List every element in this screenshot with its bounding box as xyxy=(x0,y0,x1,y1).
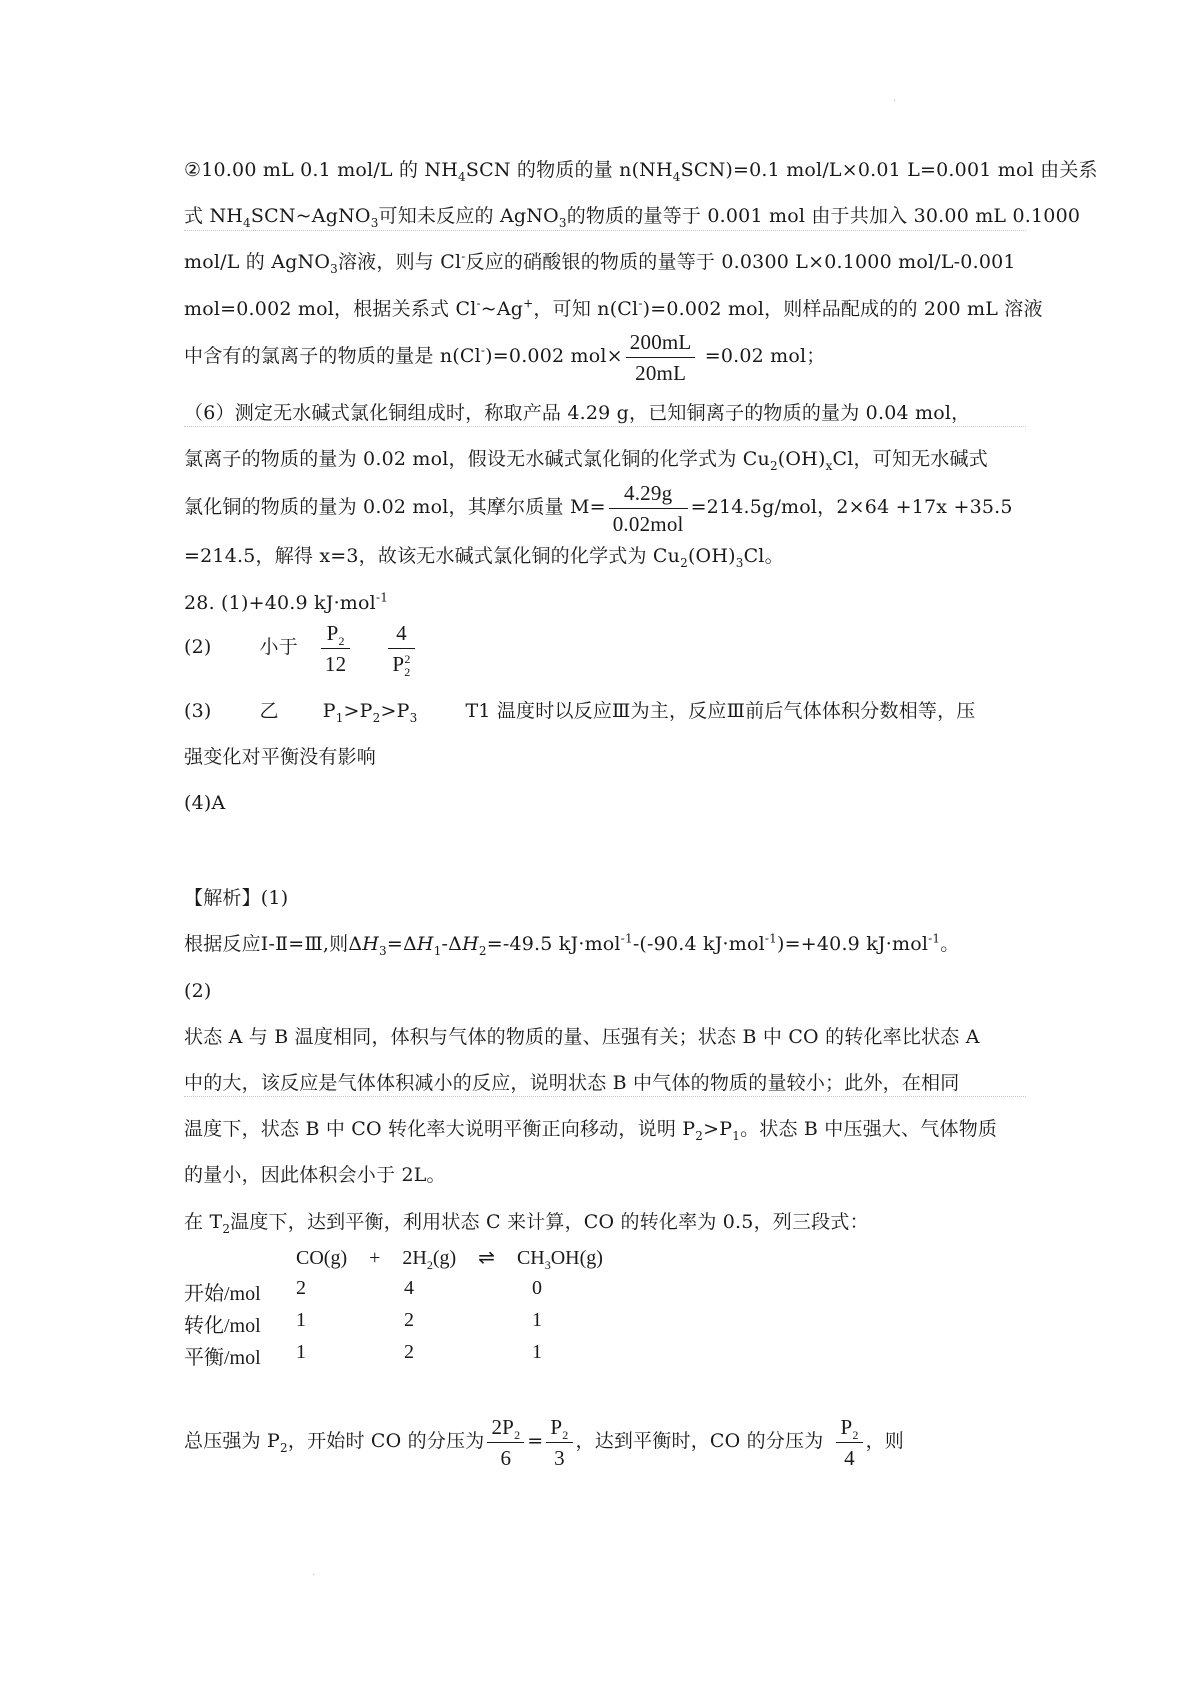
analysis-line: (2) xyxy=(184,980,212,1002)
fraction: $\frac{2P_2}{6}$ xyxy=(487,1414,524,1471)
paragraph-line: （6）测定无水碱式氯化铜组成时，称取产品 4.29 g，已知铜离子的物质的量为 0.04 mol， xyxy=(184,402,971,424)
dotted-rule xyxy=(184,230,1026,231)
fraction: $\frac{4.29g}{\text{0.02mol}}$ xyxy=(609,480,688,537)
answer-line: 强变化对平衡没有影响 xyxy=(184,746,377,768)
fraction: $\frac{4}{P_2^2}$ xyxy=(388,620,414,677)
analysis-line: 总压强为 $P_2$，开始时 CO 的分压为 $\frac{2P_2}{6}$ = $\frac{P_2}{3}$ ，达到平衡时，CO 的分压为 $\frac{P_2}{4}$ ，则 xyxy=(184,1414,904,1470)
dotted-rule xyxy=(184,426,1026,427)
table-cell: 1 xyxy=(296,1341,306,1363)
analysis-line: 在 $T_2$温度下，达到平衡，利用状态 C 来计算，CO 的转化率为 0.5，列三段式： xyxy=(184,1211,869,1236)
table-cell: 0 xyxy=(532,1277,542,1299)
paragraph-line: 氯化铜的物质的量为 0.02 mol，其摩尔质量 M= $\frac{4.29g}{\text{0.02mol}}$ =214.5g/mol，2×64 +17x +35.5 xyxy=(184,480,1013,536)
paragraph-line: mol=0.002 mol，根据关系式 Cl-~Ag+，可知 n(Cl-)=0.002 mol，则样品配成的的 200 mL 溶液 xyxy=(184,296,1043,320)
table-cell: 2 xyxy=(296,1277,306,1299)
fraction: $\frac{P_2}{3}$ xyxy=(546,1414,572,1471)
paragraph-line: =214.5，解得 x=3，故该无水碱式氯化铜的化学式为 $Cu_2(OH)_3Cl$。 xyxy=(184,545,784,570)
paragraph-line: 氯离子的物质的量为 0.02 mol，假设无水碱式氯化铜的化学式为 $Cu_2(OH)_xCl$，可知无水碱式 xyxy=(184,448,988,473)
table-row-label: 开始/mol xyxy=(184,1283,261,1305)
scan-speck: · xyxy=(312,1570,316,1581)
analysis-heading: 【解析】(1) xyxy=(184,887,289,909)
table-cell: 2 xyxy=(404,1309,414,1331)
table-cell: 2 xyxy=(404,1341,414,1363)
answer-line: (3) 乙 $P_1>P_2>P_3$ T1 温度时以反应Ⅲ为主，反应Ⅲ前后气体体积分数相等，压 xyxy=(184,700,976,725)
paragraph-line: ②10.00 mL 0.1 mol/L 的 $NH_4SCN$ 的物质的量 $n(NH_4SCN)=0.1$ mol/L×0.01 L=0.001 mol 由关系 xyxy=(184,159,1098,184)
table-cell: 1 xyxy=(532,1309,542,1331)
answer-line: (2) 小于 $\frac{P_2}{12}$ $\frac{4}{P_2^2}$ xyxy=(184,618,418,677)
fraction: $\frac{200mL}{20mL}$ xyxy=(626,329,696,386)
table-cell: 1 xyxy=(532,1341,542,1363)
scan-speck: · xyxy=(893,96,897,107)
analysis-line: 的量小，因此体积会小于 2L。 xyxy=(184,1164,446,1186)
fraction: $\frac{P_2}{4}$ xyxy=(836,1414,862,1471)
paragraph-line: 式 $NH_4SCN\sim AgNO_3$可知未反应的 AgNO$_3$的物质的量等于 0.001 mol 由于共加入 30.00 mL 0.1000 xyxy=(184,205,1081,230)
analysis-line: 状态 A 与 B 温度相同，体积与气体的物质的量、压强有关；状态 B 中 CO 的转化率比状态 A xyxy=(184,1026,980,1048)
analysis-line: 根据反应Ⅰ-Ⅱ=Ⅲ,则$\Delta H_3=\Delta H_1-\Delta H_2=-49.5$ kJ·mol$^{-1}$-(-90.4 kJ·mol$^{-1}$)=+40.9 kJ·mol$^{-1}$。 xyxy=(184,931,960,958)
paragraph-line: mol/L 的 AgNO$_3$溶液，则与 Cl-反应的硝酸银的物质的量等于 0.0300 L×0.1000 mol/L-0.001 xyxy=(184,249,1016,276)
fraction: $\frac{P_2}{12}$ xyxy=(321,620,350,677)
table-cell: 1 xyxy=(296,1309,306,1331)
table-row-label: 转化/mol xyxy=(184,1315,261,1337)
answer-line: (4)A xyxy=(184,792,226,814)
table-row-label: 平衡/mol xyxy=(184,1347,261,1369)
table-header: $CO(g) + 2H_2(g)$ ⇌ $CH_3OH(g)$ xyxy=(296,1245,603,1272)
paragraph-line: 中含有的氯离子的物质的量是 n(Cl-)=0.002 mol× $\frac{200mL}{20mL}$ =0.02 mol； xyxy=(184,329,826,385)
analysis-line: 温度下，状态 B 中 CO 转化率大说明平衡正向移动，说明 $P_2>P_1$。状态 B 中压强大、气体物质 xyxy=(184,1118,998,1143)
analysis-line: 中的大，该反应是气体体积减小的反应，说明状态 B 中气体的物质的量较小；此外，在相同 xyxy=(184,1072,960,1094)
dotted-rule xyxy=(184,1096,1026,1097)
table-cell: 4 xyxy=(404,1277,414,1299)
answer-line: 28. (1)+40.9 kJ·mol$^{-1}$ xyxy=(184,590,389,614)
three-stage-table xyxy=(184,1245,784,1375)
